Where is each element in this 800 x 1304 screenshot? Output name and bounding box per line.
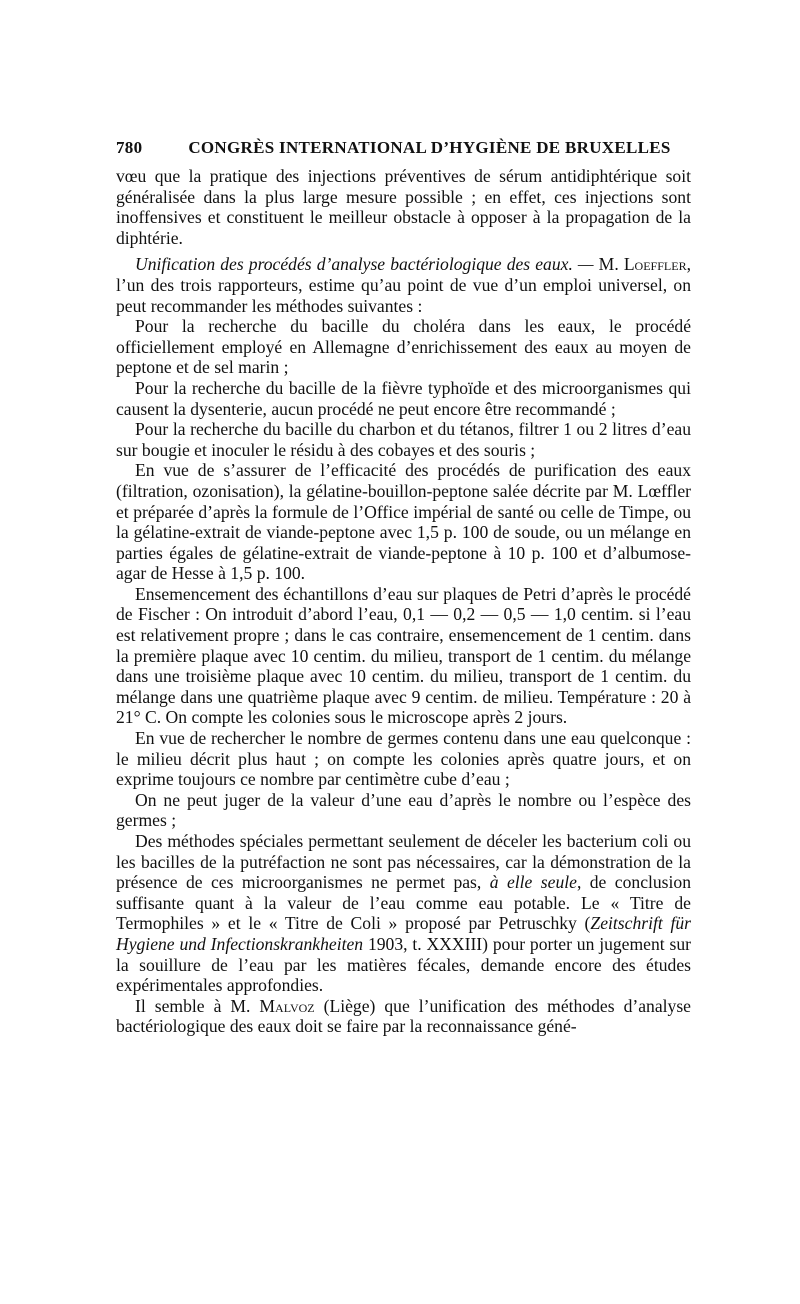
paragraph — [116, 831, 691, 996]
paragraph-text: (Liège) que l’unification des méthodes d’analyse bactériologique des eaux doit se faire par la reconnaissance géné- — [116, 995, 691, 1037]
italic-phrase: à elle seule — [489, 872, 577, 893]
paragraph: Pour la recherche du bacille du charbon et du tétanos, filtrer 1 ou 2 litres d’eau sur bougie et inoculer le résidu à des cobayes et des souris ; — [116, 419, 691, 460]
paragraph-text: , de conclusion suffisante quant à la valeur de l’eau comme eau potable. Le « Titre de Termophiles » et le « Titre de Coli » proposé par Petruschky ( — [116, 872, 692, 934]
paragraph-text: Des méthodes spéciales permettant seulement de déceler les bacterium coli ou les bacilles de la putréfaction ne sont pas nécessaires, car la démonstration de la présence de ces microorganismes ne permet pas, — [116, 831, 691, 893]
paragraph-text: Il semble à M. — [135, 995, 251, 1016]
page-number: 780 — [116, 138, 143, 157]
person-name: Malvoz — [259, 995, 315, 1016]
section-heading: Unification des procédés d’analyse bactériologique des eaux. — — [135, 254, 594, 275]
body-text — [116, 166, 691, 1037]
paragraph: Pour la recherche du bacille de la fièvre typhoïde et des microorganismes qui causent la dysenterie, aucun procédé ne peut encore être recommandé ; — [116, 377, 691, 419]
person-name: Loeffler — [623, 254, 687, 275]
paragraph-text: 1903, t. XXXIII) pour porter un jugement sur la souillure de l’eau par les matières fécales, demande encore des études expérimentales approfondies. — [116, 933, 691, 996]
paragraph-text: , l’un des trois rapporteurs, estime qu’au point de vue d’un emploi universel, on peut recommander les méthodes suivantes : — [116, 254, 691, 316]
paragraph: En vue de rechercher le nombre de germes contenu dans une eau quelconque : le milieu décrit plus haut ; on compte les colonies après quatre jours, et on exprime toujours ce nombre par centimètre cube d’eau ; — [116, 728, 691, 790]
paragraph-continuation: vœu que la pratique des injections préventives de sérum antidiphtérique soit généralisée dans la plus large mesure possible ; en effet, ces injections sont inoffensives et constituent le meilleur obstacle à opposer à la propagation de la diphtérie. — [116, 166, 691, 248]
honorific: M. — [598, 254, 619, 275]
journal-title: Zeitschrift für Hygiene und Infectionskrankheiten — [116, 913, 692, 954]
paragraph: Ensemencement des échantillons d’eau sur plaques de Petri d’après le procédé de Fischer : On introduit d’abord l’eau, 0,1 — 0,2 — 0,5 — 1,0 centim. si l’eau est relativement propre ; dans le cas contraire, ensemencement de 1 centim. dans la première plaque avec 10 centim. du milieu, transport de 1 centim. du mélange dans une troisième plaque avec 10 centim. du milieu, transport de 1 centim. du mélange dans une quatrième plaque avec 9 centim. de milieu. Température : 20 à 21° C. On compte les colonies sous le microscope après 2 jours. — [116, 583, 691, 728]
paragraph — [116, 996, 691, 1037]
paragraph-section-start — [116, 254, 691, 316]
running-title: CONGRÈS INTERNATIONAL D’HYGIÈNE DE BRUXELLES — [188, 138, 671, 157]
paragraph: On ne peut juger de la valeur d’une eau d’après le nombre ou l’espèce des germes ; — [116, 789, 691, 831]
paragraph: En vue de s’assurer de l’efficacité des procédés de purification des eaux (filtration, ozonisation), la gélatine-bouillon-peptone salée décrite par M. Lœffler et préparée d’après la formule de l’Office impérial de santé ou celle de Timpe, ou la gélatine-extrait de viande-peptone avec 1,5 p. 100 de soude, ou un mélange en parties égales de gélatine-extrait de viande-peptone à 10 p. 100 et d’albumose-agar de Hesse à 1,5 p. 100. — [116, 460, 691, 584]
paragraph: Pour la recherche du bacille du choléra dans les eaux, le procédé officiellement employé en Allemagne d’enrichissement des eaux au moyen de peptone et de sel marin ; — [116, 316, 691, 378]
running-header — [116, 138, 691, 158]
